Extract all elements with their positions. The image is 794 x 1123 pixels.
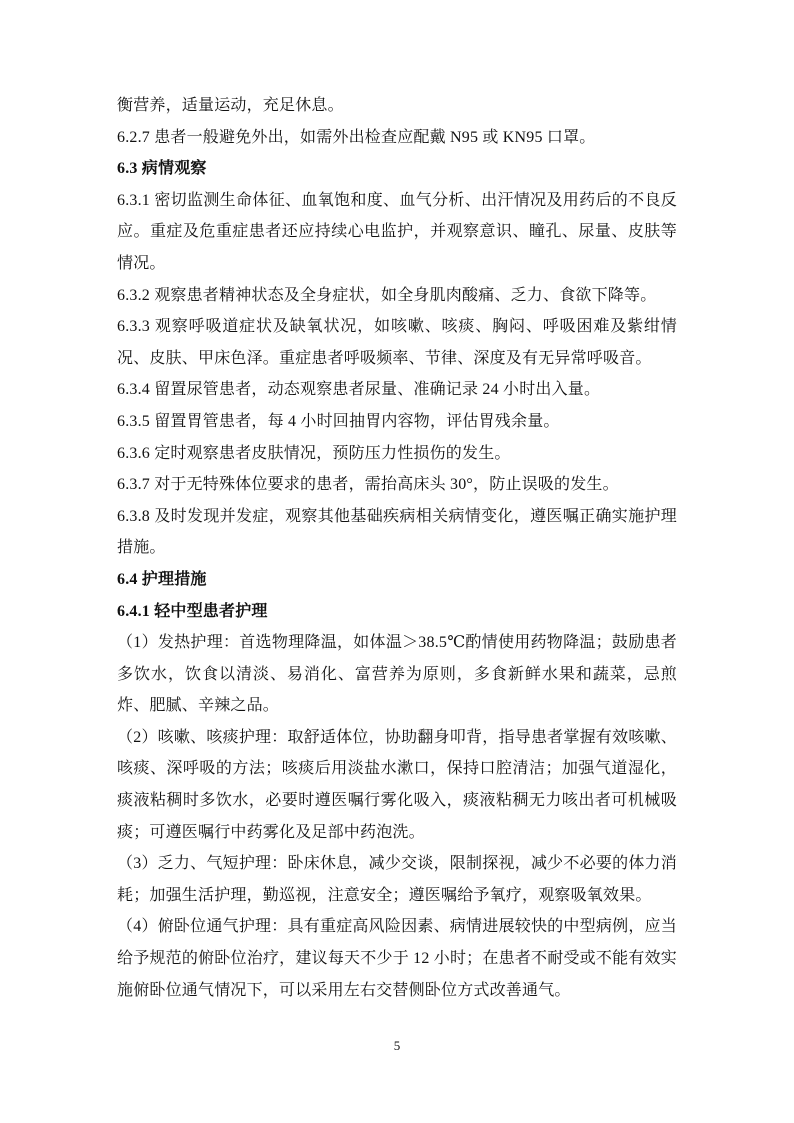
body-paragraph: （3）乏力、气短护理：卧床休息，减少交谈，限制探视，减少不必要的体力消耗；加强生活护理，勤巡视，注意安全；遵医嘱给予氧疗，观察吸氧效果。: [117, 855, 677, 904]
body-paragraph: 6.3.1 密切监测生命体征、血氧饱和度、血气分析、出汗情况及用药后的不良反应。重症及危重症患者还应持续心电监护，并观察意识、瞳孔、尿量、皮肤等情况。: [117, 191, 677, 272]
body-paragraph: 6.3.2 观察患者精神状态及全身症状，如全身肌肉酸痛、乏力、食欲下降等。: [117, 286, 657, 304]
body-paragraph: 6.3.4 留置尿管患者，动态观察患者尿量、准确记录 24 小时出入量。: [117, 381, 601, 399]
body-paragraph: 6.3.8 及时发现并发症，观察其他基础疾病相关病情变化，遵医嘱正确实施护理措施。: [117, 507, 677, 557]
section-heading: 6.4 护理措施: [117, 570, 207, 588]
body-paragraph: （2）咳嗽、咳痰护理：取舒适体位，协助翻身叩背，指导患者掌握有效咳嗽、咳痰、深呼吸的方法；咳痰后用淡盐水漱口，保持口腔清洁；加强气道湿化，痰液粘稠时多饮水，必要时遵医嘱行雾化吸入，痰液粘稠无力咳出者可机械吸痰；可遵医嘱行中药雾化及足部中药泡洗。: [117, 728, 677, 841]
body-paragraph: 6.3.5 留置胃管患者，每 4 小时回抽胃内容物，评估胃残余量。: [117, 412, 560, 430]
page-number: 5: [393, 1038, 401, 1053]
section-heading: 6.3 病情观察: [117, 160, 207, 178]
body-paragraph: 6.3.3 观察呼吸道症状及缺氧状况，如咳嗽、咳痰、胸闷、呼吸困难及紫绀情况、皮肤、甲床色泽。重症患者呼吸频率、节律、深度及有无异常呼吸音。: [117, 318, 677, 367]
body-paragraph: 6.3.7 对于无特殊体位要求的患者，需抬高床头 30°，防止误吸的发生。: [117, 476, 619, 494]
body-paragraph: 6.2.7 患者一般避免外出，如需外出检查应配戴 N95 或 KN95 口罩。: [117, 128, 596, 146]
section-heading: 6.4.1 轻中型患者护理: [117, 602, 268, 620]
body-paragraph: 6.3.6 定时观察患者皮肤情况，预防压力性损伤的发生。: [117, 444, 511, 462]
body-paragraph: 衡营养，适量运动，充足休息。: [117, 97, 344, 114]
document-paragraphs: [117, 90, 677, 1006]
body-paragraph: （1）发热护理：首选物理降温，如体温＞38.5℃酌情使用药物降温；鼓励患者多饮水，饮食以清淡、易消化、富营养为原则，多食新鲜水果和蔬菜，忌煎炸、肥腻、辛辣之品。: [117, 634, 677, 715]
body-paragraph: （4）俯卧位通气护理：具有重症高风险因素、病情进展较快的中型病例，应当给予规范的俯卧位治疗，建议每天不少于 12 小时；在患者不耐受或不能有效实施俯卧位通气情况下，可以采用左右交替侧卧位方式改善通气。: [117, 918, 677, 999]
page-footer: [0, 1038, 794, 1054]
